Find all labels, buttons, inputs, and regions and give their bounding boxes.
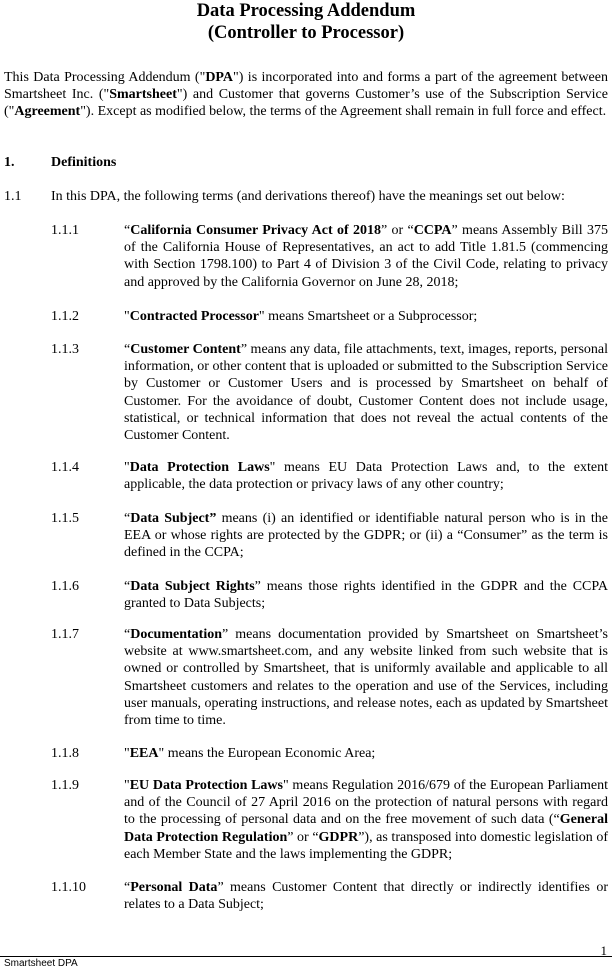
definition-text [124,341,608,444]
intro-term-dpa: DPA [205,70,234,85]
definition-term: EEA [129,746,159,761]
intro-text: This Data Processing Addendum (" [4,70,206,85]
intro-text: "). Except as modified below, the terms of the Agreement shall remain in full force and effect. [80,104,607,120]
definition-number: 1.1.10 [51,880,86,895]
definition-number: 1.1.6 [51,579,79,594]
definition-text [124,459,608,493]
quote: ” or “ [380,223,414,238]
definition-item [51,510,608,562]
definition-text [124,222,608,291]
definition-item [51,777,608,863]
definition-item [51,745,608,762]
definition-term: Data Protection Laws [129,460,270,475]
definition-number: 1.1.3 [51,342,79,357]
definition-item [51,222,608,291]
definition-number: 1.1.5 [51,511,79,526]
definition-text [124,626,608,729]
intro-text: ") is incorporated into and forms a part of the agreement between Smartsheet Inc. (" [4,70,608,103]
quote: “ [124,579,131,594]
definition-item [51,341,608,444]
definition-body: ” means any data, file attachments, text, images, reports, personal information, or other content that is uploaded or submitted to the Subscription Service by Customer or Customer Users and is processed by Smartsheet on behalf of Customer. For the avoidance of doubt, Customer Content does not include usage, statistical, or technical information that does not reveal the actual contents of the Customer Content. [124,342,608,444]
definition-term: Data Subject Rights [130,579,255,594]
definition-term: CCPA [413,223,452,238]
definition-item [51,626,608,729]
subsection-text: In this DPA, the following terms (and derivations thereof) have the meanings set out below: [51,189,565,204]
definition-term: Customer Content [130,342,241,357]
definition-term: California Consumer Privacy Act of 2018 [130,223,381,238]
quote: " [124,778,130,793]
definition-text [124,879,608,913]
definition-item [51,578,608,612]
definition-text [124,308,608,325]
definition-term: Personal Data [130,880,218,895]
intro-paragraph [4,69,608,121]
section-number: 1. [4,155,15,170]
title-line-1: Data Processing Addendum [196,1,416,21]
definition-term: Data Subject” [130,511,217,526]
quote: “ [124,880,131,895]
definition-term: General Data Protection Regulation [124,812,608,845]
quote: " [124,746,130,761]
definition-number: 1.1.8 [51,746,79,761]
definition-body: ” means documentation provided by Smartsheet on Smartsheet’s website at www.smartsheet.com, and any website linked from such website that is owned or controlled by Smartsheet, that is uniformly available and applicable to all Smartsheet customers and relates to the operation and use of the Services, including user manuals, operating instructions, and release notes, each as updated by Smartsheet from time to time. [124,627,608,729]
definition-number: 1.1.9 [51,778,79,793]
definition-term: Contracted Processor [129,309,259,324]
intro-term-smartsheet: Smartsheet [109,87,177,103]
quote: “ [124,627,131,642]
title-line-2: (Controller to Processor) [207,23,405,43]
definition-body: ” means Customer Content that directly or indirectly identifies or relates to a Data Subject; [124,880,608,913]
subsection-number: 1.1 [4,189,22,204]
quote: “ [124,342,131,357]
definition-item [51,879,608,913]
definition-body: " means the European Economic Area; [158,746,376,761]
definition-body: " means EU Data Protection Laws and, to the extent applicable, the data protection or privacy laws of any other country; [124,460,609,493]
definition-number: 1.1.1 [51,223,79,238]
quote: ” or “ [287,829,319,845]
intro-text: ") and Customer that governs Customer’s use of the Subscription Service (" [4,87,608,120]
definition-body: " means Smartsheet or a Subprocessor; [258,309,478,324]
definition-body: ” means Assembly Bill 375 of the California House of Representatives, an act to add Title 1.81.5 (commencing with Section 1798.100) to Part 4 of Division 3 of the Civil Code, relating to privacy and approved by the California Governor on June 28, 2018; [124,223,609,290]
definition-body: " means Regulation 2016/679 of the European Parliament and of the Council of 27 April 2016 on the protection of natural persons with regard to the processing of personal data and on the free movement of such data (“ [124,778,608,828]
definition-body: ” means those rights identified in the GDPR and the CCPA granted to Data Subjects; [124,579,609,612]
definition-item [51,459,608,493]
quote: " [124,309,130,324]
intro-term-agreement: Agreement [14,104,81,120]
definition-number: 1.1.2 [51,309,79,324]
definition-text [124,578,608,612]
quote: “ [124,223,131,238]
definition-number: 1.1.4 [51,460,79,475]
definition-term: EU Data Protection Laws [129,778,283,793]
section-title: Definitions [51,155,117,170]
quote: " [124,460,130,475]
definition-text [124,510,608,562]
page-number: 1 [600,943,607,958]
quote: “ [124,511,131,526]
definition-body: ”), as transposed into domestic legislation of each Member State and the laws implementing the GDPR; [124,829,608,862]
document-title [0,0,612,44]
definition-text [124,777,608,863]
definition-number: 1.1.7 [51,627,79,642]
definition-text [124,745,608,762]
subsection-1-1 [4,189,608,205]
definition-body: means (i) an identified or identifiable natural person who is in the EEA or whose rights are protected by the GDPR; or (ii) a “Consumer” as the term is defined in the CCPA; [124,511,609,561]
footer-text: Smartsheet DPA [4,958,78,969]
definition-term: Documentation [130,627,222,642]
section-heading [4,155,116,171]
footer-divider [0,956,612,957]
definition-item [51,308,608,325]
definition-term: GDPR [318,829,359,845]
